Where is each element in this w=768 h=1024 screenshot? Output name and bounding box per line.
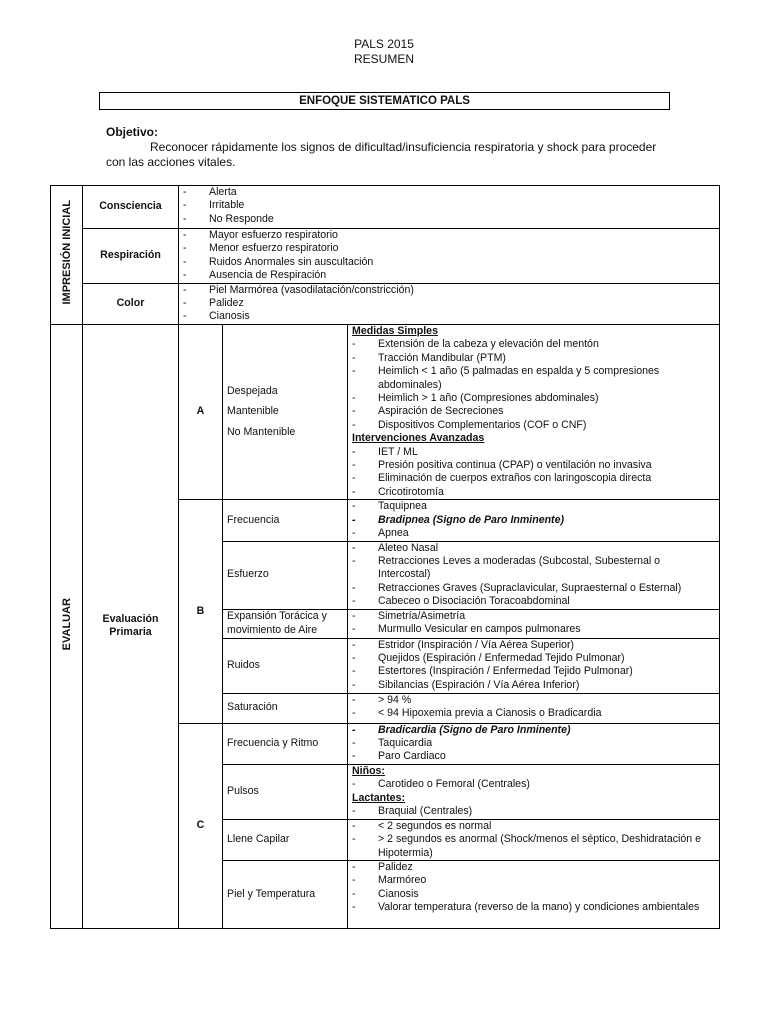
impresion-side-label: IMPRESIÓN INICIAL — [51, 186, 83, 325]
list-item: - Tracción Mandibular (PTM) — [352, 352, 715, 365]
row-label-consciencia: Consciencia — [83, 186, 179, 229]
section-title: ENFOQUE SISTEMATICO PALS — [99, 92, 670, 110]
list-item: - Irritable — [183, 199, 715, 212]
list-respiracion — [179, 229, 720, 284]
list-expansion — [348, 609, 720, 638]
list-item: - Heimlich < 1 año (5 palmadas en espalda y 5 compresiones abdominales) — [352, 365, 715, 392]
airway-state: Mantenible — [227, 405, 279, 418]
list-item: - Taquipnea — [352, 500, 715, 513]
advanced-heading: Intervenciones Avanzadas — [352, 432, 485, 445]
list-item: - Sibilancias (Espiración / Vía Aérea Inferior) — [352, 679, 715, 692]
row-label-piel-temperatura: Piel y Temperatura — [223, 860, 348, 928]
row-label-color: Color — [83, 283, 179, 324]
objetivo-text: Reconocer rápidamente los signos de dificultad/insuficiencia respiratoria y shock para proceder con las acciones vitales. — [106, 140, 657, 169]
ninos-heading: Niños: — [352, 764, 385, 777]
list-color — [179, 283, 720, 324]
impresion-table — [50, 185, 720, 325]
list-item: - Murmullo Vesicular en campos pulmonares — [352, 623, 715, 636]
list-item: - Retracciones Graves (Supraclavicular, Supraesternal o Esternal) — [352, 582, 715, 595]
list-item: - < 2 segundos es normal — [352, 820, 715, 833]
evaluar-table — [50, 324, 720, 929]
list-ruidos — [348, 638, 720, 693]
list-item: - < 94 Hipoxemia previa a Cianosis o Bradicardia — [352, 707, 715, 720]
list-item: - Retracciones Leves a moderadas (Subcostal, Subesternal o Intercostal) — [352, 555, 715, 582]
list-item: - Estridor (Inspiración / Vía Aérea Superior) — [352, 639, 715, 652]
list-item: - Aspiración de Secreciones — [352, 405, 715, 418]
lactantes-heading: Lactantes: — [352, 791, 405, 804]
list-item: - Aleteo Nasal — [352, 542, 715, 555]
row-label-expansion: Expansión Torácica y movimiento de Aire — [223, 609, 348, 638]
row-label-frecuencia: Frecuencia — [223, 500, 348, 541]
list-item: - Simetría/Asimetría — [352, 610, 715, 623]
list-frecuencia-ritmo — [348, 723, 720, 764]
list-item: - Extensión de la cabeza y elevación del mentón — [352, 338, 715, 351]
row-label-llene-capilar: Llene Capilar — [223, 819, 348, 860]
list-item: - Eliminación de cuerpos extraños con laringoscopia directa — [352, 472, 715, 485]
list-item: - Marmóreo — [352, 874, 715, 887]
list-item: - Ruidos Anormales sin auscultación — [183, 256, 715, 269]
list-item: - Carotideo o Femoral (Centrales) — [352, 778, 715, 791]
list-consciencia — [179, 186, 720, 229]
objetivo-label: Objetivo: — [106, 125, 159, 139]
list-item: - Taquicardia — [352, 737, 715, 750]
airway-interventions — [348, 325, 720, 500]
airway-states — [223, 325, 348, 500]
doc-header-line1: PALS 2015 — [354, 37, 414, 51]
airway-state: Despejada — [227, 385, 278, 398]
list-item: - Heimlich > 1 año (Compresiones abdominales) — [352, 392, 715, 405]
list-item: - No Responde — [183, 213, 715, 226]
list-item: - Quejidos (Espiración / Enfermedad Tejido Pulmonar) — [352, 652, 715, 665]
list-item: - Ausencia de Respiración — [183, 269, 715, 282]
letter-c: C — [179, 723, 223, 928]
list-item: - Cabeceo o Disociación Toracoabdominal — [352, 595, 715, 608]
list-saturacion — [348, 693, 720, 723]
list-item: - Palidez — [183, 297, 715, 310]
list-pulsos — [348, 764, 720, 819]
row-label-respiracion: Respiración — [83, 229, 179, 284]
airway-state: No Mantenible — [227, 425, 296, 438]
evaluar-side-label: EVALUAR — [51, 325, 83, 929]
list-item: - Cricotirotomía — [352, 486, 715, 499]
list-frecuencia — [348, 500, 720, 541]
list-item: - Palidez — [352, 861, 715, 874]
letter-a: A — [179, 325, 223, 500]
list-item: - Valorar temperatura (reverso de la mano) y condiciones ambientales — [352, 901, 715, 914]
list-item: - Braquial (Centrales) — [352, 805, 715, 818]
list-item: - Presión positiva continua (CPAP) o ventilación no invasiva — [352, 459, 715, 472]
list-item: - Piel Marmórea (vasodilatación/constricción) — [183, 284, 715, 297]
list-item-warning: - Bradipnea (Signo de Paro Inminente) — [352, 514, 715, 527]
list-item: - Cianosis — [183, 310, 715, 323]
row-label-ruidos: Ruidos — [223, 638, 348, 693]
row-label-pulsos: Pulsos — [223, 764, 348, 819]
list-item: - Dispositivos Complementarios (COF o CNF) — [352, 419, 715, 432]
letter-b: B — [179, 500, 223, 723]
list-esfuerzo — [348, 541, 720, 609]
list-item: - IET / ML — [352, 446, 715, 459]
list-item: - Alerta — [183, 186, 715, 199]
simple-measures-heading: Medidas Simples — [352, 325, 438, 337]
list-piel-temperatura — [348, 860, 720, 928]
list-item-warning: - Bradicardia (Signo de Paro Inminente) — [352, 724, 715, 737]
list-item: - Menor esfuerzo respiratorio — [183, 242, 715, 255]
list-item: - Paro Cardiaco — [352, 750, 715, 763]
evaluacion-primaria-label: Evaluación Primaria — [83, 325, 179, 929]
list-item: - Estertores (Inspiración / Enfermedad Tejido Pulmonar) — [352, 665, 715, 678]
list-item: - > 2 segundos es anormal (Shock/menos el séptico, Deshidratación e Hipotermia) — [352, 833, 715, 860]
row-label-esfuerzo: Esfuerzo — [223, 541, 348, 609]
objetivo-block — [106, 125, 666, 170]
list-item: - Apnea — [352, 527, 715, 540]
list-item: - > 94 % — [352, 694, 715, 707]
row-label-frecuencia-ritmo: Frecuencia y Ritmo — [223, 723, 348, 764]
doc-header-line2: RESUMEN — [353, 52, 414, 66]
row-label-saturacion: Saturación — [223, 693, 348, 723]
list-item: - Mayor esfuerzo respiratorio — [183, 229, 715, 242]
list-llene-capilar — [348, 819, 720, 860]
list-item: - Cianosis — [352, 888, 715, 901]
